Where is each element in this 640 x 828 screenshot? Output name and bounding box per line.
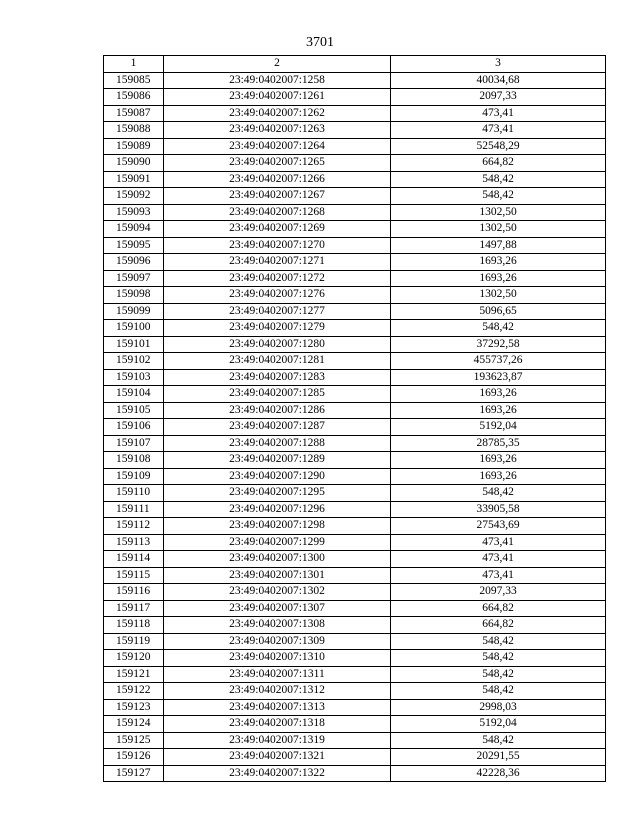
cadastral-number-cell: 23:49:0402007:1318 <box>164 716 391 733</box>
value-cell: 1693,26 <box>391 386 606 403</box>
value-cell: 2998,03 <box>391 699 606 716</box>
value-cell: 548,42 <box>391 320 606 337</box>
row-number-cell: 159125 <box>104 732 164 749</box>
row-number-cell: 159110 <box>104 485 164 502</box>
row-number-cell: 159119 <box>104 633 164 650</box>
column-header-2: 2 <box>164 56 391 73</box>
cadastral-number-cell: 23:49:0402007:1321 <box>164 749 391 766</box>
table-row <box>104 650 606 667</box>
cadastral-number-cell: 23:49:0402007:1270 <box>164 237 391 254</box>
value-cell: 42228,36 <box>391 765 606 782</box>
value-cell: 473,41 <box>391 105 606 122</box>
value-cell: 37292,58 <box>391 336 606 353</box>
value-cell: 548,42 <box>391 683 606 700</box>
page-number: 3701 <box>306 35 334 50</box>
cadastral-number-cell: 23:49:0402007:1296 <box>164 501 391 518</box>
table-row <box>104 617 606 634</box>
cadastral-number-cell: 23:49:0402007:1310 <box>164 650 391 667</box>
value-cell: 5192,04 <box>391 716 606 733</box>
row-number-cell: 159106 <box>104 419 164 436</box>
table-row <box>104 270 606 287</box>
row-number-cell: 159123 <box>104 699 164 716</box>
table-row <box>104 402 606 419</box>
row-number-cell: 159121 <box>104 666 164 683</box>
value-cell: 473,41 <box>391 122 606 139</box>
table-row <box>104 155 606 172</box>
row-number-cell: 159120 <box>104 650 164 667</box>
row-number-cell: 159095 <box>104 237 164 254</box>
row-number-cell: 159127 <box>104 765 164 782</box>
row-number-cell: 159092 <box>104 188 164 205</box>
value-cell: 52548,29 <box>391 138 606 155</box>
cadastral-number-cell: 23:49:0402007:1286 <box>164 402 391 419</box>
cadastral-number-cell: 23:49:0402007:1309 <box>164 633 391 650</box>
cadastral-number-cell: 23:49:0402007:1269 <box>164 221 391 238</box>
value-cell: 1302,50 <box>391 287 606 304</box>
table-row <box>104 237 606 254</box>
row-number-cell: 159102 <box>104 353 164 370</box>
value-cell: 548,42 <box>391 666 606 683</box>
row-number-cell: 159096 <box>104 254 164 271</box>
cadastral-number-cell: 23:49:0402007:1264 <box>164 138 391 155</box>
table-row <box>104 452 606 469</box>
table-row <box>104 105 606 122</box>
value-cell: 1693,26 <box>391 402 606 419</box>
row-number-cell: 159116 <box>104 584 164 601</box>
table-row <box>104 716 606 733</box>
table-row <box>104 336 606 353</box>
cadastral-number-cell: 23:49:0402007:1300 <box>164 551 391 568</box>
cadastral-number-cell: 23:49:0402007:1290 <box>164 468 391 485</box>
cadastral-number-cell: 23:49:0402007:1307 <box>164 600 391 617</box>
cadastral-number-cell: 23:49:0402007:1271 <box>164 254 391 271</box>
table-header <box>104 56 606 73</box>
row-number-cell: 159085 <box>104 72 164 89</box>
value-cell: 1497,88 <box>391 237 606 254</box>
table-row <box>104 633 606 650</box>
value-cell: 1693,26 <box>391 254 606 271</box>
cadastral-number-cell: 23:49:0402007:1299 <box>164 534 391 551</box>
table-row <box>104 485 606 502</box>
table-row <box>104 666 606 683</box>
table-row <box>104 518 606 535</box>
cadastral-number-cell: 23:49:0402007:1258 <box>164 72 391 89</box>
row-number-cell: 159126 <box>104 749 164 766</box>
value-cell: 5192,04 <box>391 419 606 436</box>
header-row <box>104 56 606 73</box>
row-number-cell: 159088 <box>104 122 164 139</box>
table-row <box>104 353 606 370</box>
cadastral-number-cell: 23:49:0402007:1267 <box>164 188 391 205</box>
row-number-cell: 159104 <box>104 386 164 403</box>
cadastral-number-cell: 23:49:0402007:1322 <box>164 765 391 782</box>
row-number-cell: 159118 <box>104 617 164 634</box>
table-row <box>104 138 606 155</box>
row-number-cell: 159112 <box>104 518 164 535</box>
cadastral-number-cell: 23:49:0402007:1301 <box>164 567 391 584</box>
table-row <box>104 419 606 436</box>
table-row <box>104 89 606 106</box>
cadastral-number-cell: 23:49:0402007:1261 <box>164 89 391 106</box>
value-cell: 664,82 <box>391 600 606 617</box>
cadastral-number-cell: 23:49:0402007:1298 <box>164 518 391 535</box>
value-cell: 28785,35 <box>391 435 606 452</box>
table-row <box>104 171 606 188</box>
cadastral-number-cell: 23:49:0402007:1288 <box>164 435 391 452</box>
row-number-cell: 159098 <box>104 287 164 304</box>
value-cell: 473,41 <box>391 534 606 551</box>
value-cell: 548,42 <box>391 188 606 205</box>
cadastral-number-cell: 23:49:0402007:1263 <box>164 122 391 139</box>
value-cell: 40034,68 <box>391 72 606 89</box>
table-row <box>104 369 606 386</box>
table-row <box>104 188 606 205</box>
cadastral-number-cell: 23:49:0402007:1272 <box>164 270 391 287</box>
cadastral-number-cell: 23:49:0402007:1281 <box>164 353 391 370</box>
table-row <box>104 320 606 337</box>
value-cell: 548,42 <box>391 732 606 749</box>
row-number-cell: 159113 <box>104 534 164 551</box>
table-row <box>104 435 606 452</box>
row-number-cell: 159086 <box>104 89 164 106</box>
cadastral-number-cell: 23:49:0402007:1262 <box>164 105 391 122</box>
table-row <box>104 600 606 617</box>
value-cell: 2097,33 <box>391 584 606 601</box>
value-cell: 473,41 <box>391 551 606 568</box>
value-cell: 1302,50 <box>391 221 606 238</box>
table-row <box>104 567 606 584</box>
table-row <box>104 204 606 221</box>
cadastral-number-cell: 23:49:0402007:1277 <box>164 303 391 320</box>
row-number-cell: 159115 <box>104 567 164 584</box>
row-number-cell: 159089 <box>104 138 164 155</box>
cadastral-number-cell: 23:49:0402007:1311 <box>164 666 391 683</box>
value-cell: 548,42 <box>391 650 606 667</box>
table-body <box>104 72 606 782</box>
value-cell: 33905,58 <box>391 501 606 518</box>
table-row <box>104 749 606 766</box>
cadastral-number-cell: 23:49:0402007:1287 <box>164 419 391 436</box>
row-number-cell: 159108 <box>104 452 164 469</box>
row-number-cell: 159105 <box>104 402 164 419</box>
value-cell: 473,41 <box>391 567 606 584</box>
row-number-cell: 159114 <box>104 551 164 568</box>
table-row <box>104 551 606 568</box>
column-header-3: 3 <box>391 56 606 73</box>
row-number-cell: 159100 <box>104 320 164 337</box>
row-number-cell: 159103 <box>104 369 164 386</box>
value-cell: 1302,50 <box>391 204 606 221</box>
value-cell: 664,82 <box>391 617 606 634</box>
cadastral-number-cell: 23:49:0402007:1285 <box>164 386 391 403</box>
cadastral-number-cell: 23:49:0402007:1295 <box>164 485 391 502</box>
row-number-cell: 159087 <box>104 105 164 122</box>
row-number-cell: 159122 <box>104 683 164 700</box>
value-cell: 548,42 <box>391 171 606 188</box>
value-cell: 664,82 <box>391 155 606 172</box>
table-row <box>104 221 606 238</box>
row-number-cell: 159117 <box>104 600 164 617</box>
table-row <box>104 683 606 700</box>
table-row <box>104 386 606 403</box>
cadastral-number-cell: 23:49:0402007:1279 <box>164 320 391 337</box>
row-number-cell: 159101 <box>104 336 164 353</box>
cadastral-number-cell: 23:49:0402007:1266 <box>164 171 391 188</box>
table-row <box>104 287 606 304</box>
row-number-cell: 159093 <box>104 204 164 221</box>
value-cell: 1693,26 <box>391 452 606 469</box>
value-cell: 5096,65 <box>391 303 606 320</box>
table-row <box>104 732 606 749</box>
cadastral-number-cell: 23:49:0402007:1289 <box>164 452 391 469</box>
row-number-cell: 159097 <box>104 270 164 287</box>
row-number-cell: 159099 <box>104 303 164 320</box>
row-number-cell: 159094 <box>104 221 164 238</box>
table-row <box>104 72 606 89</box>
row-number-cell: 159111 <box>104 501 164 518</box>
table-row <box>104 534 606 551</box>
row-number-cell: 159107 <box>104 435 164 452</box>
table-row <box>104 468 606 485</box>
value-cell: 1693,26 <box>391 468 606 485</box>
value-cell: 548,42 <box>391 633 606 650</box>
table-row <box>104 765 606 782</box>
value-cell: 27543,69 <box>391 518 606 535</box>
value-cell: 193623,87 <box>391 369 606 386</box>
cadastral-number-cell: 23:49:0402007:1276 <box>164 287 391 304</box>
cadastral-number-cell: 23:49:0402007:1313 <box>164 699 391 716</box>
registry-table <box>103 55 606 782</box>
cadastral-number-cell: 23:49:0402007:1268 <box>164 204 391 221</box>
table-row <box>104 501 606 518</box>
cadastral-number-cell: 23:49:0402007:1265 <box>164 155 391 172</box>
cadastral-number-cell: 23:49:0402007:1302 <box>164 584 391 601</box>
cadastral-number-cell: 23:49:0402007:1283 <box>164 369 391 386</box>
table-row <box>104 303 606 320</box>
value-cell: 1693,26 <box>391 270 606 287</box>
table-row <box>104 584 606 601</box>
table-row <box>104 254 606 271</box>
row-number-cell: 159124 <box>104 716 164 733</box>
table-row <box>104 699 606 716</box>
column-header-1: 1 <box>104 56 164 73</box>
row-number-cell: 159109 <box>104 468 164 485</box>
value-cell: 20291,55 <box>391 749 606 766</box>
value-cell: 455737,26 <box>391 353 606 370</box>
value-cell: 548,42 <box>391 485 606 502</box>
value-cell: 2097,33 <box>391 89 606 106</box>
cadastral-number-cell: 23:49:0402007:1308 <box>164 617 391 634</box>
cadastral-number-cell: 23:49:0402007:1280 <box>164 336 391 353</box>
cadastral-number-cell: 23:49:0402007:1319 <box>164 732 391 749</box>
row-number-cell: 159090 <box>104 155 164 172</box>
table-row <box>104 122 606 139</box>
row-number-cell: 159091 <box>104 171 164 188</box>
cadastral-number-cell: 23:49:0402007:1312 <box>164 683 391 700</box>
